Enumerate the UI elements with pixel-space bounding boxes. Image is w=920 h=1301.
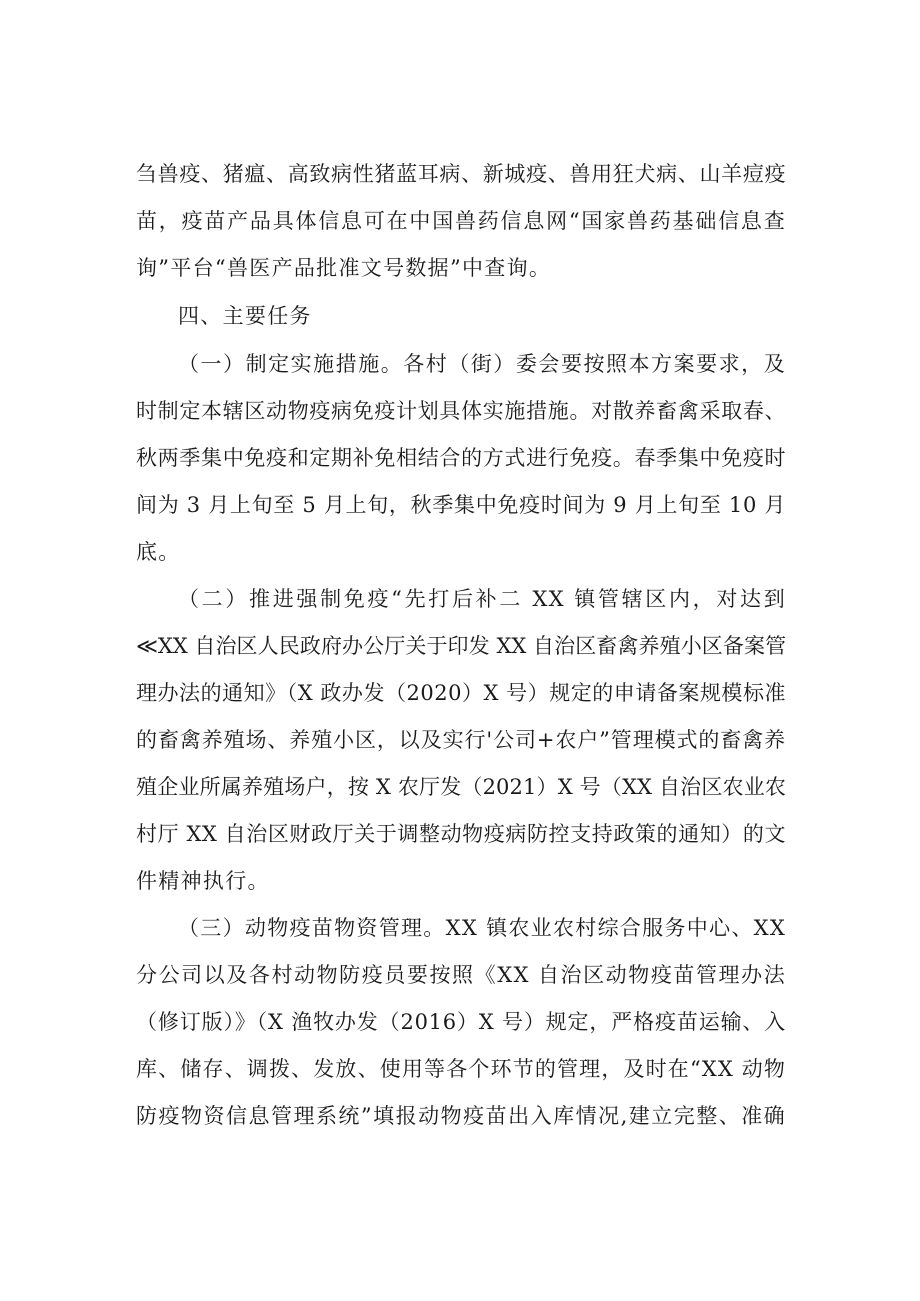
text-line: 分公司以及各村动物防疫员要按照《XX 自治区动物疫苗管理办法 <box>136 963 786 987</box>
section-heading: 四、主要任务 <box>178 304 312 328</box>
paragraph-first-line: （三）动物疫苗物资管理。XX 镇农业农村综合服务中心、XX <box>178 916 786 940</box>
text-line: 时制定本辖区动物疫病免疫计划具体实施措施。对散养畜禽采取春、 <box>136 399 786 423</box>
text-line: 的畜禽养殖场、养殖小区，以及实行'公司+农户”管理模式的畜禽养 <box>136 728 786 752</box>
text-line: （修订版）》（X 渔牧办发（2016）X 号）规定，严格疫苗运输、入 <box>136 1010 786 1034</box>
text-line: 村厅 XX 自治区财政厅关于调整动物疫病防控支持政策的通知）的文 <box>136 822 786 846</box>
text-line: 防疫物资信息管理系统”填报动物疫苗出入库情况,建立完整、准确 <box>136 1104 786 1128</box>
text-line: 理办法的通知》（X 政办发（2020）X 号）规定的申请备案规模标准 <box>136 681 786 705</box>
paragraph-first-line: （二）推进强制免疫“先打后补二 XX 镇管辖区内，对达到 <box>178 587 786 611</box>
text-line: 间为 3 月上旬至 5 月上旬，秋季集中免疫时间为 9 月上旬至 10 月 <box>136 493 786 517</box>
text-line: 询”平台“兽医产品批准文号数据”中查询。 <box>136 256 552 280</box>
text-line: 底。 <box>136 540 181 564</box>
text-line: 苗，疫苗产品具体信息可在中国兽药信息网“国家兽药基础信息查 <box>136 209 786 233</box>
text-line: ≪XX 自治区人民政府办公厅关于印发 XX 自治区畜禽养殖小区备案管 <box>136 634 786 658</box>
text-line: 秋两季集中免疫和定期补免相结合的方式进行免疫。春季集中免疫时 <box>136 446 786 470</box>
text-line: 件精神执行。 <box>136 869 270 893</box>
paragraph-first-line: （一）制定实施措施。各村（街）委会要按照本方案要求，及 <box>178 352 786 376</box>
text-line: 殖企业所属养殖场户，按 X 农厅发（2021）X 号（XX 自治区农业农 <box>136 775 786 799</box>
text-line: 刍兽疫、猪瘟、高致病性猪蓝耳病、新城疫、兽用狂犬病、山羊痘疫 <box>136 162 786 186</box>
text-line: 库、储存、调拨、发放、使用等各个环节的管理，及时在“XX 动物 <box>136 1057 786 1081</box>
